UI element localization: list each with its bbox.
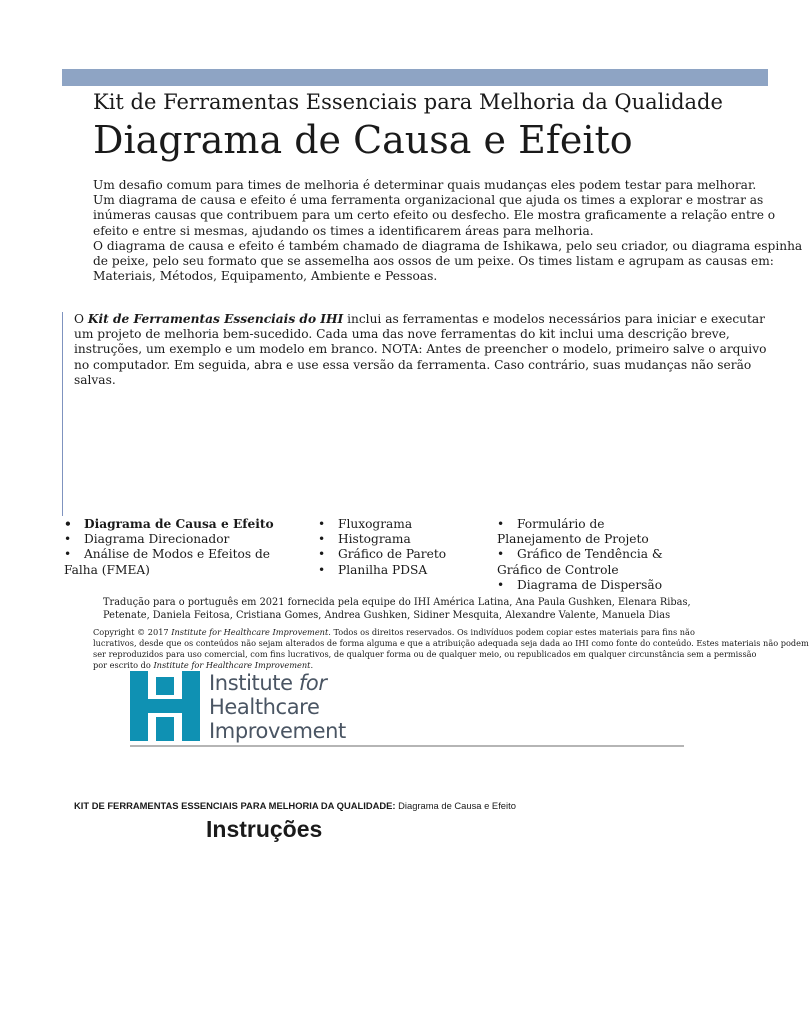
logo-line: Improvement	[209, 719, 346, 743]
bullet: •	[64, 532, 72, 547]
intro-line: Um diagrama de causa e efeito é uma ferramenta organizacional que ajuda os times a explorar e mostrar as	[93, 193, 764, 208]
bullet: •	[497, 547, 505, 562]
copyright-text: .	[310, 660, 314, 670]
tool-item	[497, 578, 687, 593]
divider	[130, 745, 684, 747]
kit-box-border	[62, 312, 63, 516]
bullet: •	[318, 547, 326, 562]
tools-list-column-1	[64, 517, 296, 578]
tool-item	[318, 547, 478, 562]
kit-line: no computador. Em seguida, abra e use essa versão da ferramenta. Caso contrário, suas mudanças não serão	[74, 357, 752, 372]
tool-label: Falha (FMEA)	[64, 562, 150, 577]
copyright-text: por escrito do	[93, 660, 154, 670]
intro-line: Um desafio comum para times de melhoria é determinar quais mudanças eles podem testar para melhorar.	[93, 178, 757, 192]
tool-label: Planilha PDSA	[338, 562, 428, 577]
tool-label: Diagrama de Dispersão	[517, 577, 663, 592]
tool-item	[497, 517, 687, 532]
bullet: •	[497, 517, 505, 531]
ihi-logo-wordmark	[209, 671, 346, 743]
intro-line: O diagrama de causa e efeito é também chamado de diagrama de Ishikawa, pelo seu criador, ou diagrama espinha	[93, 238, 803, 253]
tool-label: Diagrama de Causa e Efeito	[84, 517, 274, 531]
copyright-line: lucrativos, desde que os conteúdos não sejam alterados de forma alguma e que a atribuição adequada seja dada ao IHI como fonte do conteúdo. Estes materiais não podem	[93, 638, 809, 648]
intro-line: de peixe, pelo seu formato que se assemelha aos ossos de um peixe. Os times listam e agrupam as causas em:	[93, 254, 774, 269]
page-title: Diagrama de Causa e Efeito	[93, 118, 633, 162]
copyright-line	[93, 627, 695, 638]
logo-word: Institute	[209, 671, 293, 695]
ihi-logo	[130, 671, 390, 745]
tool-item	[318, 517, 478, 532]
tool-label: Diagrama Direcionador	[84, 532, 230, 547]
logo-line	[209, 671, 346, 695]
translation-line: Petenate, Daniela Feitosa, Cristiana Gomes, Andrea Gushken, Sidiner Mesquita, Alexandre Valente, Manuela Dias	[103, 609, 671, 621]
tool-item	[318, 563, 478, 578]
kit-name: Kit de Ferramentas Essenciais do IHI	[87, 312, 344, 326]
kit-description	[74, 312, 767, 388]
kit-line: salvas.	[74, 372, 116, 387]
tool-name-label: Diagrama de Causa e Efeito	[395, 800, 516, 811]
copyright-org: Institute for Healthcare Improvement	[153, 660, 311, 670]
kit-label: KIT DE FERRAMENTAS ESSENCIAIS PARA MELHORIA DA QUALIDADE:	[74, 800, 396, 811]
tool-item	[318, 532, 478, 547]
copyright-text: Copyright © 2017	[93, 627, 172, 637]
copyright-notice	[93, 627, 809, 671]
copyright-text: . Todos os direitos reservados. Os indivíduos podem copiar estes materiais para fins não	[328, 627, 695, 637]
tool-label: Planejamento de Projeto	[497, 532, 649, 547]
kit-line: um projeto de melhoria bem-sucedido. Cada uma das nove ferramentas do kit inclui uma descrição breve,	[74, 327, 730, 342]
tool-item-continued	[497, 532, 687, 547]
tool-label: Histograma	[338, 532, 411, 547]
bullet: •	[497, 577, 505, 592]
tool-item	[64, 547, 296, 562]
tool-item-continued	[497, 563, 687, 578]
intro-line: inúmeras causas que contribuem para um certo efeito ou desfecho. Ele mostra graficamente a relação entre o	[93, 208, 776, 223]
bullet: •	[318, 562, 326, 577]
translation-credits	[103, 597, 691, 622]
tool-item	[64, 532, 296, 547]
tool-label: Gráfico de Pareto	[338, 547, 447, 562]
kit-title: Kit de Ferramentas Essenciais para Melhoria da Qualidade	[93, 90, 723, 114]
bullet: •	[318, 517, 326, 531]
tool-item-current	[64, 517, 296, 532]
copyright-org: Institute for Healthcare Improvement	[171, 627, 329, 637]
tool-label: Gráfico de Tendência &	[517, 547, 663, 562]
kit-prefix: O	[74, 312, 88, 326]
intro-line: efeito e entre si mesmas, ajudando os times a identificarem áreas para melhoria.	[93, 223, 594, 238]
section-header-label	[74, 800, 516, 812]
bullet: •	[318, 532, 326, 547]
tool-label: Análise de Modos e Efeitos de	[84, 547, 271, 562]
instructions-heading: Instruções	[206, 816, 323, 842]
tools-list-column-2	[318, 517, 478, 578]
header-accent-bar	[62, 69, 768, 86]
logo-word-for: for	[298, 671, 327, 695]
tool-item-continued	[64, 563, 296, 578]
tool-label: Fluxograma	[338, 517, 413, 531]
copyright-line: ser reproduzidos para uso comercial, com fins lucrativos, de qualquer forma ou de qualquer meio, ou republicados em qualquer circunstância sem a permissão	[93, 649, 757, 659]
kit-line: instruções, um exemplo e um modelo em branco. NOTA: Antes de preencher o modelo, primeiro salve o arquivo	[74, 342, 767, 357]
tool-label: Gráfico de Controle	[497, 562, 619, 577]
translation-line: Tradução para o português em 2021 fornecida pela equipe do IHI América Latina, Ana Paula Gushken, Elenara Ribas,	[103, 597, 691, 608]
logo-line: Healthcare	[209, 695, 320, 719]
kit-line-rest: inclui as ferramentas e modelos necessários para iniciar e executar	[343, 312, 765, 326]
intro-paragraph	[93, 178, 803, 284]
tools-list-column-3	[497, 517, 687, 593]
bullet: •	[64, 547, 72, 562]
ihi-logo-mark-icon	[130, 671, 200, 741]
intro-line: Materiais, Métodos, Equipamento, Ambiente e Pessoas.	[93, 269, 438, 284]
bullet: •	[64, 517, 72, 531]
tool-item	[497, 547, 687, 562]
tool-label: Formulário de	[517, 517, 605, 531]
copyright-line	[93, 660, 684, 671]
kit-line	[74, 312, 765, 327]
